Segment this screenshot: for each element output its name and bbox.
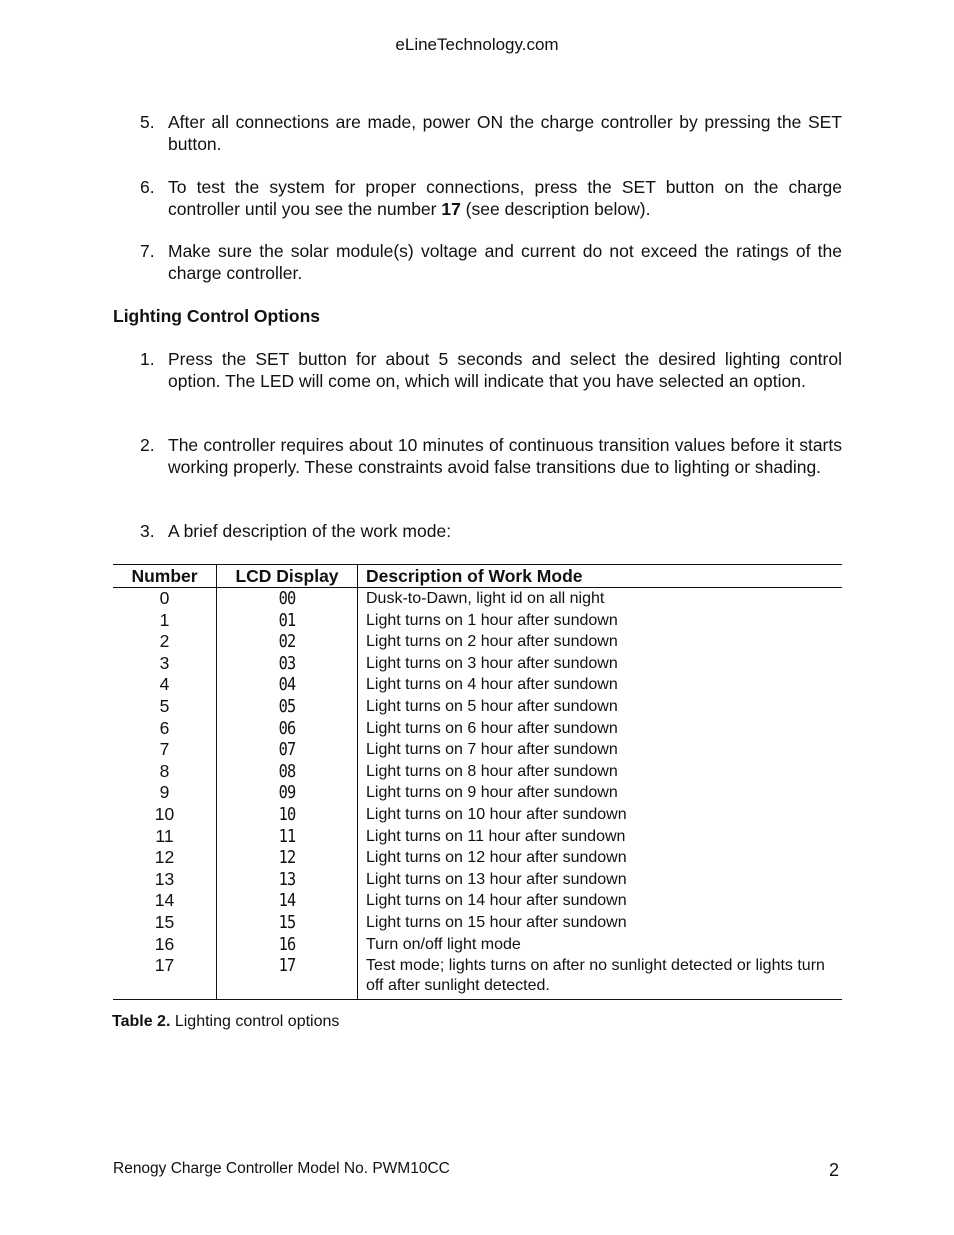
mode-number: 8 bbox=[159, 760, 170, 781]
mode-number: 14 bbox=[154, 890, 175, 911]
column-header-description: Description of Work Mode bbox=[358, 565, 843, 588]
lcd-display-value: 12 bbox=[278, 847, 296, 869]
column-header-number: Number bbox=[113, 565, 217, 588]
mode-number: 5 bbox=[159, 695, 170, 716]
lcd-display-value: 00 bbox=[278, 588, 296, 609]
mode-number: 1 bbox=[159, 609, 170, 630]
mode-number: 15 bbox=[154, 911, 175, 932]
mode-description: Light turns on 13 hour after sundown bbox=[366, 870, 627, 888]
mode-number: 10 bbox=[154, 803, 175, 824]
mode-number: 4 bbox=[159, 674, 170, 695]
mode-description: Light turns on 15 hour after sundown bbox=[366, 913, 627, 931]
lcd-display-value: 04 bbox=[278, 674, 296, 696]
section-title: Lighting Control Options bbox=[113, 306, 321, 326]
step-text: Make sure the solar module(s) voltage and current do not exceed the ratings of the charge controller. bbox=[168, 241, 842, 283]
work-mode-table bbox=[113, 564, 842, 1000]
step-number: 2. bbox=[140, 435, 155, 455]
lcd-display-value: 10 bbox=[278, 803, 296, 825]
lcd-display-value: 03 bbox=[278, 652, 296, 674]
page-header-site: eLineTechnology.com bbox=[395, 35, 559, 54]
mode-description: Light turns on 6 hour after sundown bbox=[366, 719, 618, 737]
step-text: The controller requires about 10 minutes of continuous transition values before it starts working properly. These constraints avoid false transitions due to lighting or shading. bbox=[168, 435, 842, 477]
mode-description: Light turns on 11 hour after sundown bbox=[366, 827, 626, 845]
mode-description: Light turns on 12 hour after sundown bbox=[366, 849, 627, 867]
lcd-display-value: 08 bbox=[278, 760, 296, 782]
mode-number: 11 bbox=[155, 825, 174, 846]
table-header-row bbox=[113, 565, 842, 588]
step-text-after: (see description below). bbox=[460, 198, 651, 219]
mode-number: 9 bbox=[159, 782, 170, 803]
mode-number: 3 bbox=[159, 652, 170, 673]
step-text: After all connections are made, power ON the charge controller by pressing the SET button. bbox=[168, 112, 842, 154]
lcd-display-value: 09 bbox=[278, 782, 296, 804]
lighting-step-1 bbox=[113, 349, 842, 392]
mode-description: Light turns on 1 hour after sundown bbox=[366, 611, 618, 629]
mode-number: 6 bbox=[159, 717, 170, 738]
step-number: 3. bbox=[140, 521, 155, 541]
lcd-display-value: 07 bbox=[278, 739, 296, 761]
lcd-display-value: 11 bbox=[278, 825, 296, 847]
lcd-display-value: 16 bbox=[278, 933, 296, 955]
step-text-before: To test the system for proper connections, press the SET button on the charge controller until you see the number bbox=[168, 177, 842, 219]
lighting-step-2 bbox=[113, 435, 842, 478]
footer-model: Renogy Charge Controller Model No. PWM10CC bbox=[113, 1160, 450, 1177]
step-number: 5. bbox=[140, 112, 155, 132]
mode-description: Dusk-to-Dawn, light id on all night bbox=[366, 590, 605, 607]
step-number: 6. bbox=[140, 177, 155, 197]
mode-description: Turn on/off light mode bbox=[366, 935, 521, 953]
mode-description: Light turns on 2 hour after sundown bbox=[366, 633, 618, 651]
step-number: 7. bbox=[140, 241, 155, 261]
description-column bbox=[358, 588, 843, 1000]
lcd-display-value: 05 bbox=[278, 695, 296, 717]
table-caption-text: Lighting control options bbox=[170, 1013, 340, 1030]
step-5 bbox=[113, 112, 842, 155]
lighting-step-3 bbox=[113, 521, 842, 543]
step-text-bold-number: 17 bbox=[441, 198, 461, 219]
page-number: 2 bbox=[829, 1160, 840, 1180]
mode-description: Light turns on 7 hour after sundown bbox=[366, 741, 618, 759]
mode-description: Light turns on 3 hour after sundown bbox=[366, 654, 618, 672]
mode-description: Light turns on 9 hour after sundown bbox=[366, 784, 618, 802]
lcd-display-value: 02 bbox=[278, 631, 296, 653]
mode-number: 7 bbox=[159, 739, 170, 760]
lcd-display-value: 17 bbox=[278, 955, 296, 977]
mode-number: 13 bbox=[154, 868, 175, 889]
mode-description: Light turns on 14 hour after sundown bbox=[366, 892, 627, 910]
lcd-display-value: 13 bbox=[278, 868, 296, 890]
mode-number: 2 bbox=[159, 631, 170, 652]
mode-description: Light turns on 8 hour after sundown bbox=[366, 762, 618, 780]
mode-number: 12 bbox=[154, 847, 175, 868]
step-text: Press the SET button for about 5 seconds and select the desired lighting control option. The LED will come on, which will indicate that you have selected an option. bbox=[168, 349, 842, 391]
mode-number: 0 bbox=[159, 588, 170, 608]
lcd-display-value: 06 bbox=[278, 717, 296, 739]
mode-description: Light turns on 5 hour after sundown bbox=[366, 697, 618, 715]
column-header-lcd: LCD Display bbox=[217, 565, 358, 588]
lcd-display-value: 14 bbox=[278, 890, 296, 912]
mode-number: 16 bbox=[154, 933, 175, 954]
mode-description: Light turns on 4 hour after sundown bbox=[366, 676, 618, 694]
lcd-display-value: 15 bbox=[278, 911, 296, 933]
step-number: 1. bbox=[140, 349, 155, 369]
mode-description: Test mode; lights turns on after no sunlight detected or lights turn off after sunlight detected. bbox=[366, 957, 825, 995]
table-caption-label: Table 2. bbox=[112, 1013, 171, 1030]
step-text: A brief description of the work mode: bbox=[168, 521, 452, 541]
table-caption bbox=[112, 1013, 339, 1031]
number-column bbox=[113, 588, 217, 1000]
lcd-column bbox=[217, 588, 358, 1000]
mode-description: Light turns on 10 hour after sundown bbox=[366, 805, 627, 823]
lcd-display-value: 01 bbox=[278, 609, 296, 631]
mode-number: 17 bbox=[154, 955, 175, 976]
step-6 bbox=[113, 177, 842, 220]
step-text bbox=[168, 177, 842, 220]
table-body-row bbox=[113, 588, 842, 1000]
step-7 bbox=[113, 241, 842, 284]
